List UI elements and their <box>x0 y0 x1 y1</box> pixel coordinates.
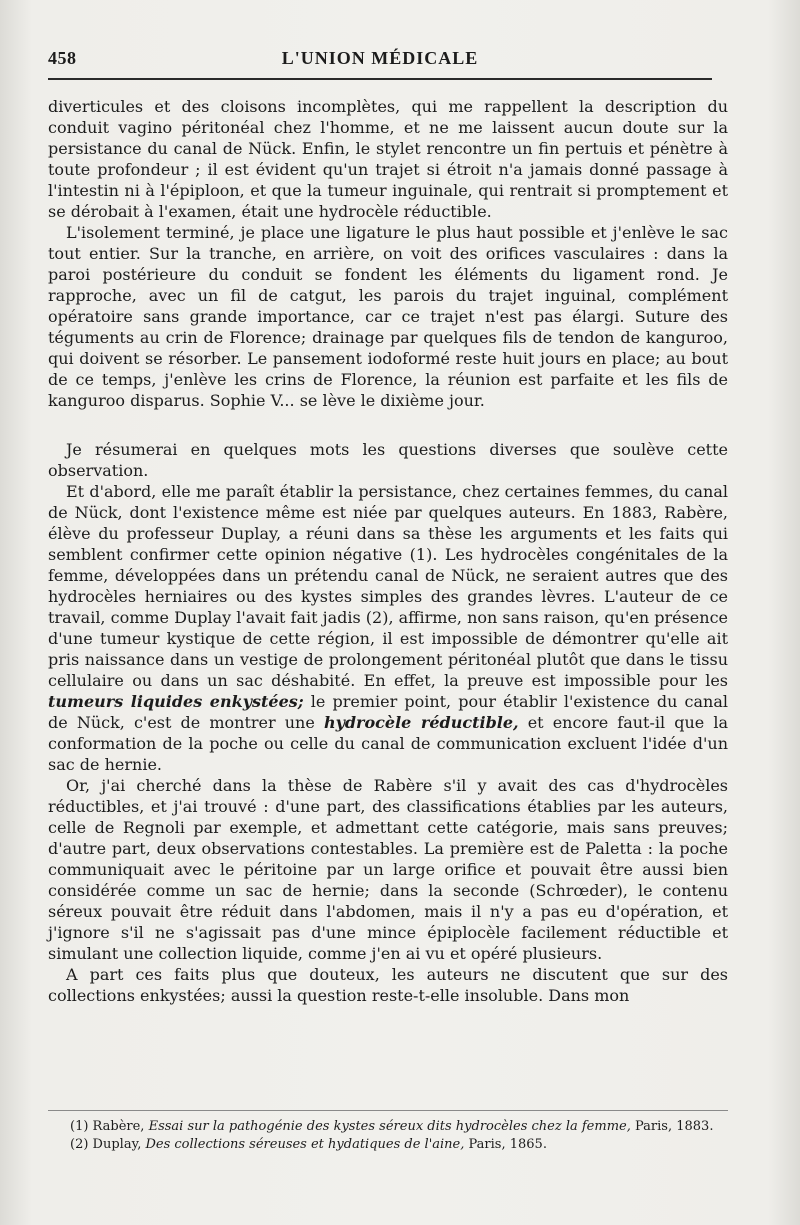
running-header <box>48 48 712 74</box>
journal-title: L'UNION MÉDICALE <box>281 48 479 68</box>
footnote-2-title: Des collections séreuses et hydatiques de l'aine, <box>145 1137 465 1152</box>
footnote-1-lead: (1) Rabère, <box>70 1119 149 1134</box>
footnote-1-title: Essai sur la pathogénie des kystes séreux dits hydrocèles chez la femme, <box>148 1119 631 1134</box>
footnote-rule <box>48 1110 728 1111</box>
italic-tumeurs: tumeurs liquides enkystées; <box>48 692 304 711</box>
italic-hydrocele: hydrocèle réductible, <box>323 713 519 732</box>
paragraph-4-end: et encore faut-il que la conformation de la poche ou celle du canal de communication excluent l'idée d'un sac de hernie. <box>48 713 728 774</box>
paragraph-4 <box>48 481 728 775</box>
footnote-2-tail: Paris, 1865. <box>464 1137 547 1152</box>
paragraph-4-text: Et d'abord, elle me paraît établir la persistance, chez certaines femmes, du canal de Nück, dont l'existence même est niée par quelques auteurs. En 1883, Rabère, élève du professeur Duplay, a réuni dans sa thèse les arguments et les faits qui semblent confirmer cette opinion négative (1). Les hydrocèles congénitales de la femme, développées dans un prétendu canal de Nück, ne seraient autres que des hydrocèles herniaires ou des kystes simples des grandes lèvres. L'auteur de ce travail, comme Duplay l'avait fait jadis (2), affirme, non sans raison, qu'en présence d'une tumeur kystique de cette région, il est impossible de démontrer qu'elle ait pris naissance dans un vestige de prolongement péritonéal plutôt que dans le tissu cellulaire ou dans un sac déshabité. En effet, la preuve est impossible pour les <box>48 482 728 690</box>
paragraph-5: Or, j'ai cherché dans la thèse de Rabère s'il y avait des cas d'hydrocèles réductibles, et j'ai trouvé : d'une part, des classifications établies par les auteurs, celle de Regnoli par exemple, et admettant cette catégorie, mais sans preuves; d'autre part, deux observations contestables. La première est de Paletta : la poche communiquait avec le péritoine par un large orifice et pouvait être aussi bien considérée comme un sac de hernie; dans la seconde (Schrœder), le contenu séreux pouvait être réduit dans l'abdomen, mais il n'y a pas eu d'opération, et j'ignore s'il ne s'agissait pas d'une mince épiplocèle facilement réductible et simulant une collection liquide, comme j'en ai vu et opéré plusieurs. <box>48 776 728 963</box>
footnotes <box>48 1118 728 1154</box>
paragraph-3: Je résumerai en quelques mots les questions diverses que soulève cette observation. <box>48 440 728 480</box>
paragraph-6: A part ces faits plus que douteux, les auteurs ne discutent que sur des collections enkystées; aussi la question reste-t-elle insoluble. Dans mon <box>48 965 728 1005</box>
footnote-2-lead: (2) Duplay, <box>70 1137 146 1152</box>
body-text <box>48 96 728 1006</box>
footnote-1-tail: Paris, 1883. <box>630 1119 714 1134</box>
paragraph-4-cont: le premier point, pour établir l'existence du canal de Nück, c'est de montrer une <box>48 692 729 732</box>
paragraph-1: diverticules et des cloisons incomplètes, qui me rappellent la description du conduit vagino péritonéal chez l'homme, et ne me laissent aucun doute sur la persistance du canal de Nück. Enfin, le stylet rencontre un fin pertuis et pénètre à toute profondeur ; il est évident qu'un trajet si étroit n'a jamais donné passage à l'intestin ni à l'épiploon, et que la tumeur inguinale, qui rentrait si promptement et se dérobait à l'examen, était une hydrocèle réductible. <box>48 97 728 221</box>
page-number: 458 <box>48 48 77 68</box>
header-rule <box>48 78 712 80</box>
paragraph-2: L'isolement terminé, je place une ligature le plus haut possible et j'enlève le sac tout entier. Sur la tranche, en arrière, on voit des orifices vasculaires : dans la paroi postérieure du conduit se fondent les éléments du ligament rond. Je rapproche, avec un fil de catgut, les parois du trajet inguinal, complément opératoire sans grande importance, car ce trajet n'est pas élargi. Suture des téguments au crin de Florence; drainage par quelques fils de tendon de kanguroo, qui doivent se résorber. Le pansement iodoformé reste huit jours en place; au bout de ce temps, j'enlève les crins de Florence, la réunion est parfaite et les fils de kanguroo disparus. Sophie V... se lève le dixième jour. <box>48 223 728 410</box>
footnote-1 <box>48 1118 728 1136</box>
footnote-2 <box>48 1136 728 1154</box>
